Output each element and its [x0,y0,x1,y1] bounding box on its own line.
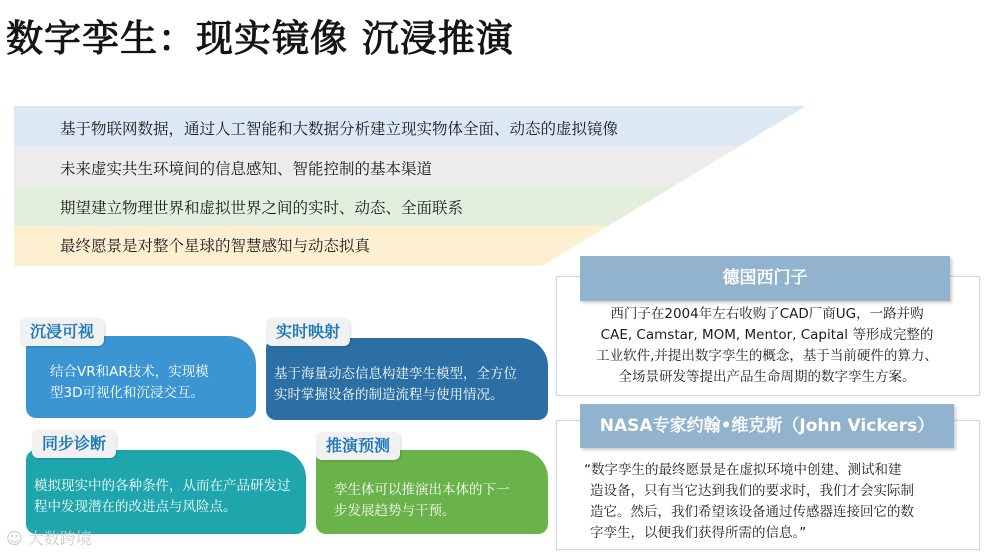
card-predict-tag: 推演预测 [316,432,400,460]
card-sync-body [26,450,306,534]
watermark-icon: ☺ [6,529,23,548]
siemens-line-2: CAE, Camstar, MOM, Mentor, Capital 等形成完整的 [600,327,934,343]
card-sync-line-1: 模拟现实中的各种条件，从而在产品研发过 [34,478,291,494]
nasa-line-2: 造设备，只有当它达到我们的要求时，我们才会实际制 [590,483,914,499]
siemens-line-1: 西门子在2004年左右收购了CAD厂商UG，一路并购 [610,306,924,322]
nasa-line-3: 造它。然后，我们希望该设备通过传感器连接回它的数 [590,504,914,520]
card-immersive-line-2: 型3D可视化和沉浸交互。 [50,385,204,401]
card-predict-line-1: 孪生体可以推演出本体的下一 [334,482,510,498]
card-realtime-tag: 实时映射 [266,318,350,346]
card-realtime-line-2: 实时掌握设备的制造流程与使用情况。 [274,387,504,403]
card-immersive-line-1: 结合VR和AR技术，实现模 [50,364,209,380]
card-sync [26,430,306,534]
funnel-diagram [14,106,806,266]
nasa-line-1: “数字孪生的最终愿景是在虚拟环境中创建、测试和建 [584,462,902,478]
card-sync-tag: 同步诊断 [32,430,116,458]
watermark-logo [6,526,92,549]
card-realtime-body [266,338,548,420]
siemens-line-4: 全场景研发等提出产品生命周期的数字孪生方案。 [618,369,916,385]
watermark-text: 大数跨境 [27,529,92,548]
siemens-panel-heading: 德国西门子 [580,256,950,301]
nasa-line-4: 字孪生，以便我们获得所需的信息。” [590,525,807,541]
funnel-row-2: 未来虚实共生环境间的信息感知、智能控制的基本渠道 [60,160,433,178]
siemens-panel-text [560,304,974,388]
card-realtime-line-1: 基于海量动态信息构建孪生模型，全方位 [274,366,517,382]
card-immersive-tag: 沉浸可视 [20,318,104,346]
nasa-panel-text [584,460,972,544]
funnel-row-4: 最终愿景是对整个星球的智慧感知与动态拟真 [60,237,371,255]
card-realtime [266,318,548,420]
page-title: 数字孪生：现实镜像 沉浸推演 [6,17,514,60]
funnel-row-3: 期望建立物理世界和虚拟世界之间的实时、动态、全面联系 [60,199,464,217]
card-predict [316,432,548,534]
card-predict-body [316,450,548,534]
nasa-panel-heading: NASA专家约翰•维克斯（John Vickers） [580,404,954,448]
card-immersive [26,318,256,418]
siemens-line-3: 工业软件,并提出数字孪生的概念，基于当前硬件的算力、 [596,348,938,364]
funnel-row-1: 基于物联网数据，通过人工智能和大数据分析建立现实物体全面、动态的虚拟镜像 [60,120,619,138]
card-immersive-body [26,336,256,418]
card-predict-line-2: 步发展趋势与干预。 [334,503,456,519]
card-sync-line-2: 程中发现潜在的改进点与风险点。 [34,499,237,515]
